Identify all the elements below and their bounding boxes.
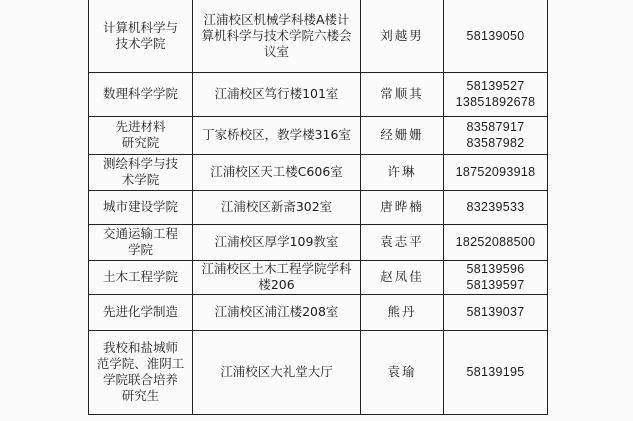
cell-line: 江浦校区大礼堂大厅 <box>220 364 333 379</box>
college-cell <box>89 116 193 154</box>
location-cell <box>193 154 361 190</box>
cell-line: 范学院、淮阴工 <box>96 356 185 371</box>
location-cell <box>193 0 361 72</box>
college-cell <box>89 0 193 72</box>
contact-person-cell <box>361 154 444 190</box>
location-cell <box>193 72 361 116</box>
college-cell <box>89 190 193 224</box>
cell-line: 58139527 <box>466 79 525 93</box>
contact-table-body <box>89 0 548 414</box>
college-cell <box>89 72 193 116</box>
cell-line: 学院联合培养 <box>102 372 178 387</box>
table-row <box>89 330 548 414</box>
cell-line: 算机科学与技术学院六楼会 <box>201 27 352 43</box>
location-cell <box>193 260 361 294</box>
cell-line: 土木工程学院 <box>102 269 178 284</box>
cell-line: 58139050 <box>466 28 525 43</box>
contact-person-name: 唐晔楠 <box>380 199 424 214</box>
table-row <box>89 72 548 116</box>
cell-line: 术学院 <box>121 172 160 187</box>
location-cell <box>193 116 361 154</box>
cell-line: 58139195 <box>466 365 525 379</box>
cell-line: 83587982 <box>466 136 525 150</box>
phone-cell <box>444 260 548 294</box>
contact-person-name: 许琳 <box>387 164 417 179</box>
table-row <box>89 154 548 190</box>
contact-person-name: 赵凤佳 <box>380 269 424 284</box>
college-cell <box>89 154 193 190</box>
cell-line: 83239533 <box>466 200 525 214</box>
cell-line: 先进化学制造 <box>102 304 178 319</box>
contact-person-name: 袁瑜 <box>387 364 417 379</box>
location-cell <box>193 330 361 414</box>
cell-line: 学院 <box>127 242 153 257</box>
contact-table <box>88 0 548 415</box>
phone-cell <box>444 330 548 414</box>
cell-line: 议室 <box>263 43 289 59</box>
cell-line: 研究生 <box>121 388 160 403</box>
cell-line: 数理科学学院 <box>102 86 178 101</box>
contact-person-cell <box>361 224 444 260</box>
cell-line: 城市建设学院 <box>102 199 178 214</box>
table-row <box>89 116 548 154</box>
phone-cell <box>444 154 548 190</box>
cell-line: 江浦校区天工楼C606室 <box>210 164 343 179</box>
college-cell <box>89 260 193 294</box>
cell-line: 江浦校区机械学科楼A楼计 <box>203 11 350 27</box>
contact-person-cell <box>361 330 444 414</box>
phone-cell <box>444 294 548 330</box>
cell-line: 技术学院 <box>115 35 166 51</box>
cell-line: 计算机科学与 <box>102 19 178 35</box>
college-cell <box>89 294 193 330</box>
cell-line: 测绘科学与技 <box>102 156 178 171</box>
table-row <box>89 0 548 72</box>
cell-line: 18252088500 <box>455 235 536 249</box>
contact-person-cell <box>361 294 444 330</box>
contact-person-cell <box>361 190 444 224</box>
cell-line: 江浦校区笃行楼101室 <box>214 86 339 101</box>
cell-line: 我校和盐城师 <box>102 340 178 355</box>
cell-line: 先进材料 <box>115 119 166 134</box>
cell-line: 13851892678 <box>455 95 536 109</box>
cell-line: 18752093918 <box>455 165 536 179</box>
contact-person-cell <box>361 0 444 72</box>
cell-line: 交通运输工程 <box>102 226 178 241</box>
cell-line: 江浦校区新斋302室 <box>220 199 333 214</box>
table-row <box>89 260 548 294</box>
contact-person-name: 袁志平 <box>380 234 424 249</box>
phone-cell <box>444 224 548 260</box>
phone-cell <box>444 190 548 224</box>
cell-line: 83587917 <box>466 120 525 134</box>
contact-person-name: 常顺其 <box>380 86 424 101</box>
table-row <box>89 294 548 330</box>
cell-line: 58139597 <box>466 278 525 292</box>
contact-person-cell <box>361 260 444 294</box>
cell-line: 江浦校区土木工程学院学科 <box>201 261 352 276</box>
cell-line: 江浦校区厚学109教室 <box>214 234 339 249</box>
location-cell <box>193 294 361 330</box>
cell-line: 楼206 <box>258 277 295 292</box>
phone-cell <box>444 0 548 72</box>
college-cell <box>89 330 193 414</box>
cell-line: 58139596 <box>466 262 525 276</box>
table-row <box>89 224 548 260</box>
cell-line: 研究院 <box>121 135 160 150</box>
contact-person-name: 经姗姗 <box>380 127 424 142</box>
location-cell <box>193 190 361 224</box>
cell-line: 江浦校区浦江楼208室 <box>214 304 339 319</box>
cell-line: 58139037 <box>466 305 525 319</box>
contact-person-cell <box>361 116 444 154</box>
phone-cell <box>444 72 548 116</box>
table-row <box>89 190 548 224</box>
phone-cell <box>444 116 548 154</box>
contact-person-cell <box>361 72 444 116</box>
college-cell <box>89 224 193 260</box>
contact-person-name: 熊丹 <box>387 304 417 319</box>
contact-person-name: 刘越男 <box>380 27 424 43</box>
location-cell <box>193 224 361 260</box>
cell-line: 丁家桥校区，教学楼316室 <box>202 127 351 142</box>
